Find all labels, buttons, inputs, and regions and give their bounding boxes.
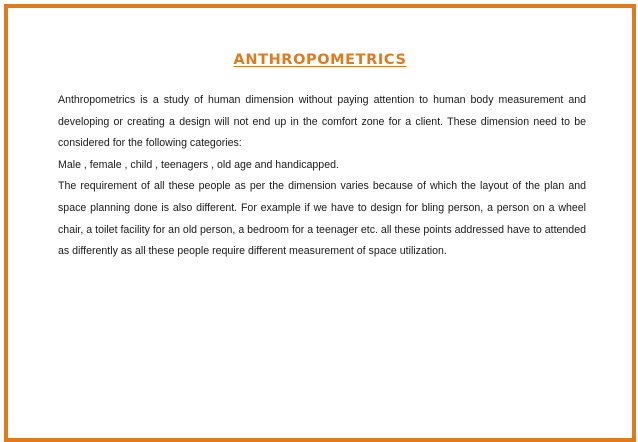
paragraph-requirements: The requirement of all these people as per the dimension varies because of which the layout of the plan and space planning done is also different. For example if we have to design for bling person, a person on a wheel chair, a toilet facility for an old person, a bedroom for a teenager etc. all these points addressed have to attended as differently as all these people require different measurement of space utilization.: [58, 180, 586, 258]
paragraph-definition: Anthropometrics is a study of human dimension without paying attention to human body measurement and developing or creating a design will not end up in the comfort zone for a client. These dimension need to be considered for the following categories:: [58, 94, 586, 150]
slide-frame: [4, 4, 636, 442]
slide-title: ANTHROPOMETRICS: [233, 52, 407, 68]
paragraph-categories: Male , female , child , teenagers , old age and handicapped.: [58, 158, 339, 171]
slide-body: [58, 90, 586, 263]
